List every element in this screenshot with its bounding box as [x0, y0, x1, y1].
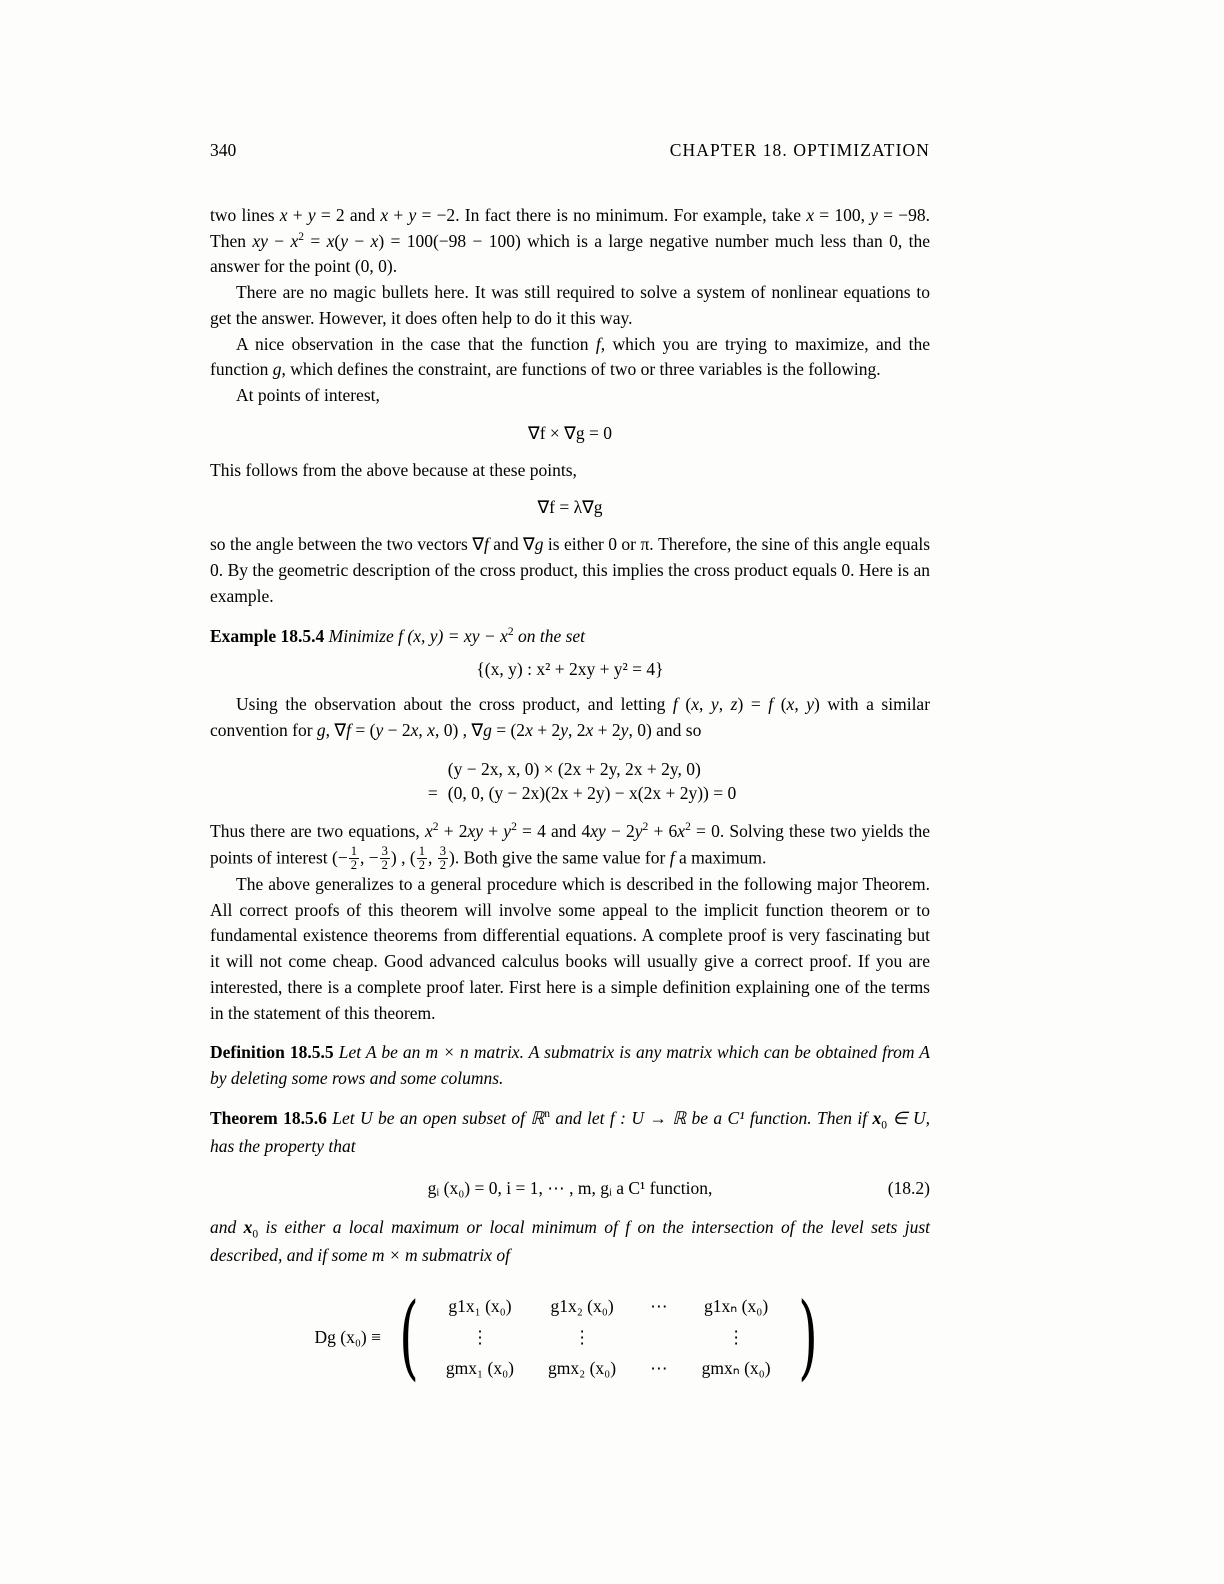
theorem-text-a: Let U be an open subset of: [332, 1107, 531, 1128]
para1-seg-d: . Then: [210, 205, 930, 251]
example-18-5-4: Example 18.5.4 Minimize f (x, y) = xy − $x^2$ on the set: [210, 625, 586, 646]
para3-seg-a: A nice observation in the case that the function: [236, 333, 596, 354]
para3-seg-c: , which defines the constraint, are functions of two or three variables is the following.: [281, 359, 881, 380]
equation-cross-product-expansion: [210, 756, 930, 807]
definition-text: Let A be an m × n matrix. A submatrix is any matrix which can be obtained from A by deleting some rows and some columns.: [210, 1042, 931, 1088]
paragraph-6: so the angle between the two vectors ∇f and ∇g is either 0 or π. Therefore, the sine of this angle equals 0. By the geometric description of the cross product, this implies the cross product equals 0. Here is an example.: [210, 534, 931, 606]
para8-seg-e: a maximum.: [674, 847, 767, 868]
matrix-row: [429, 1353, 788, 1384]
equation-18-2: gᵢ (x₀) = 0, i = 1, ⋯ , m, gᵢ a C¹ function,: [427, 1177, 713, 1198]
theorem-text-d: ∈ U, has the property that: [210, 1107, 931, 1157]
matrix-cell: g1x₂ (x₀): [550, 1296, 614, 1317]
expansion-line-1: (y − 2x, x, 0) × (2x + 2y, 2x + 2y, 0): [447, 758, 701, 779]
definition-label: Definition 18.5.5: [210, 1042, 334, 1063]
theorem-18-5-6: Theorem 18.5.6 Let U be an open subset of ℝ$^n$ and let f : U → ℝ be a C¹ function. Then if $x_0$ ∈ U, has the property that: [210, 1107, 931, 1157]
matrix-cell: ⋯: [650, 1358, 668, 1379]
example-label: Example 18.5.4: [210, 625, 325, 646]
matrix-cell: gmx₁ (x₀): [445, 1358, 515, 1379]
paragraph-7: Using the observation about the cross product, and letting f (x, y, z) = f (x, y) with a similar convention for g, ∇f = (y − 2x, x, 0) , ∇g = (2x + 2y, 2x + 2y, 0) and so: [210, 694, 931, 741]
page-header: [210, 140, 930, 161]
expansion-line-2: (0, 0, (y − 2x)(2x + 2y) − x(2x + 2y)) = 0: [447, 782, 737, 803]
matrix-cell: ⋮: [573, 1327, 591, 1348]
definition-18-5-5: [210, 1040, 930, 1091]
para6-seg-c: is either 0 or: [543, 534, 641, 555]
para6-seg-a: so the angle between the two vectors: [210, 534, 473, 555]
para7-seg-c: and so: [651, 720, 702, 741]
paragraph-3: A nice observation in the case that the function f, which you are trying to maximize, and the function g, which defines the constraint, are functions of two or three variables is the following.: [210, 333, 930, 380]
matrix-row: [429, 1291, 788, 1322]
matrix-right-paren: ): [797, 1283, 818, 1391]
equation-18-2-row: [210, 1178, 930, 1199]
equation-constraint-set: {(x, y) : x² + 2xy + y² = 4}: [476, 659, 664, 680]
para7-seg-b: with a similar convention for: [210, 694, 931, 741]
para1-seg-b: and: [344, 205, 381, 225]
matrix-grid: [429, 1291, 788, 1384]
matrix-label: Dg (x₀) ≡: [314, 1327, 381, 1348]
matrix-row: [429, 1322, 788, 1353]
para8-seg-a: Thus there are two equations,: [210, 820, 425, 841]
paragraph-8: Thus there are two equations, $x^2 + 2xy + y^2 = 4$ and $4xy - 2y^2 + 6x^2 = 0$. Solving these two yields the points of interest (− $\frac{1}{2}$ , − $\frac{3}{2}$ ) , ( $\frac{1}{2}$ , $\frac{3}{2}$ ). Both give the same value for f a maximum.: [210, 820, 930, 872]
para3-seg-b: , which you are trying to maximize, and the function: [210, 333, 930, 380]
example-text-a: Minimize: [328, 625, 399, 646]
para8-seg-c: . Solving these two yields the points of interest: [210, 820, 930, 868]
matrix-left-paren: (: [399, 1283, 419, 1391]
matrix-cell: ⋯: [650, 1296, 668, 1317]
para1-seg-a: two lines: [210, 205, 280, 225]
para7-seg-a: Using the observation about the cross product, and letting: [236, 694, 673, 715]
para1-seg-e: which is a large negative number much less than 0, the answer for the point: [210, 230, 931, 277]
theorem-text-b: and let f : U →: [550, 1107, 673, 1128]
para12-seg-b: is either a local maximum or local minimum of f on the intersection of the level sets just described, and if some m × m submatrix of: [210, 1216, 931, 1266]
para6-seg-d: . Therefore, the sine of this angle equals 0. By the geometric description of the cross product, this implies the cross product equals 0. Here is an example.: [210, 534, 931, 606]
para6-seg-b: and: [488, 534, 523, 555]
equation-cross-product: ∇f × ∇g = 0: [528, 422, 612, 443]
para1-seg-f: .: [392, 256, 398, 277]
chapter-title: CHAPTER 18. OPTIMIZATION: [669, 140, 930, 160]
paragraph-12: and $x_0$ is either a local maximum or local minimum of f on the intersection of the level sets just described, and if some m × m submatrix of: [210, 1216, 931, 1266]
para8-seg-d: . Both give the same value for: [454, 847, 670, 868]
expansion-equals: =: [427, 782, 438, 803]
paragraph-5: This follows from the above because at these points,: [210, 459, 577, 480]
matrix-cell: g1x₁ (x₀): [448, 1296, 512, 1317]
para8-seg-b: and: [545, 820, 582, 841]
equation-lagrange: ∇f = λ∇g: [537, 497, 603, 518]
paragraph-4: At points of interest,: [236, 385, 380, 406]
matrix-cell: ⋮: [727, 1327, 745, 1348]
matrix-cell: gmx₂ (x₀): [548, 1358, 617, 1379]
page-content: [210, 140, 931, 1391]
matrix-cell: g1xₙ (x₀): [704, 1296, 769, 1317]
theorem-label: Theorem 18.5.6: [210, 1107, 327, 1128]
para12-seg-a: and: [210, 1216, 244, 1237]
paragraph-9: The above generalizes to a general procedure which is described in the following major Theorem. All correct proofs of this theorem will involve some appeal to the implicit function theorem or to fundamental existence theorems from differential equations. A complete proof is very fascinating but it will not come cheap. Good advanced calculus books will usually give a correct proof. If you are interested, there is a complete proof later. First here is a simple definition explaining one of the terms in the statement of this theorem.: [210, 873, 930, 1023]
theorem-text-c: be a C¹ function. Then if: [686, 1107, 873, 1128]
paragraph-1: two lines x + y = 2 and x + y = −2. In fact there is no minimum. For example, take x = 100, y = −98. Then xy − $x^2 = x(y - x) = 100(-98 - 100)$ which is a large negative number much less than 0, the answer for the point (0, 0).: [210, 205, 931, 277]
matrix-cell: gmxₙ (x₀): [701, 1358, 771, 1379]
example-text-b: on the set: [513, 625, 586, 646]
page-number: 340: [210, 140, 237, 160]
matrix-cell: ⋮: [471, 1327, 489, 1348]
equation-18-2-number: (18.2): [887, 1177, 930, 1198]
matrix-cell: [633, 1322, 685, 1353]
paragraph-2: There are no magic bullets here. It was still required to solve a system of nonlinear equations to get the answer. However, it does often help to do it this way.: [210, 282, 930, 328]
para1-seg-c: . In fact there is no minimum. For example, take: [455, 205, 802, 225]
matrix-dg: [210, 1283, 930, 1391]
